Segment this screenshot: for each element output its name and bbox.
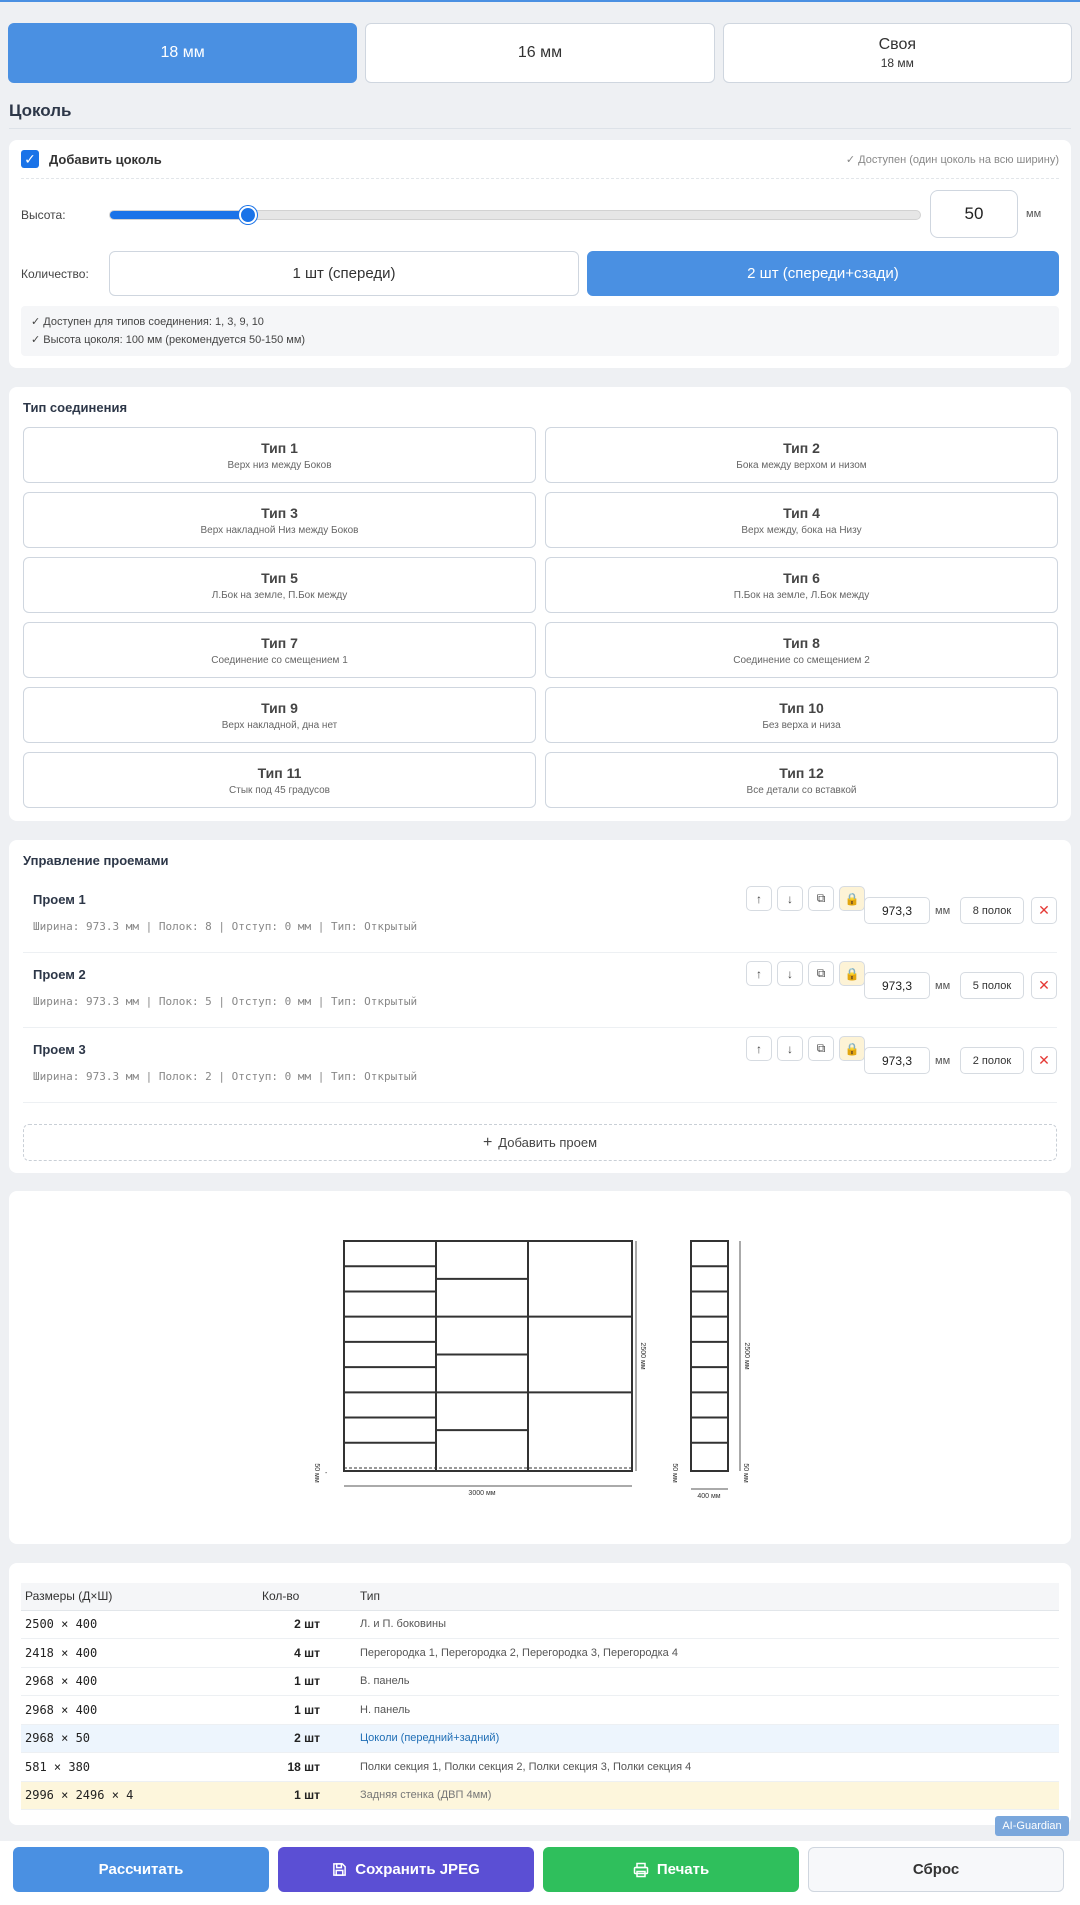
- parts-table: [21, 1583, 1059, 1810]
- table-row: [21, 1753, 1059, 1782]
- table-row: [21, 1781, 1059, 1810]
- plinth-section-title: Цоколь: [9, 101, 72, 120]
- move-up-button[interactable]: [746, 961, 772, 986]
- add-opening-button[interactable]: [23, 1124, 1057, 1161]
- part-qty: 1 шт: [258, 1667, 356, 1696]
- arrow-up-icon: ↑: [756, 966, 762, 981]
- lock-button[interactable]: [839, 961, 865, 986]
- parts-table-card: [9, 1563, 1071, 1825]
- connection-type-1-button[interactable]: [23, 427, 536, 483]
- table-row: [21, 1667, 1059, 1696]
- part-qty: 4 шт: [258, 1639, 356, 1668]
- opening-shelves-button[interactable]: 8 полок: [960, 897, 1024, 924]
- opening-width-unit: мм: [935, 980, 951, 992]
- opening-row: [23, 953, 1057, 1028]
- openings-title: Управление проемами: [23, 853, 169, 868]
- cabinet-drawing-card: [9, 1191, 1071, 1544]
- lock-button[interactable]: [839, 886, 865, 911]
- connection-type-desc: Соединение со смещением 1: [211, 654, 348, 666]
- small-mark: -: [325, 1470, 328, 1477]
- quantity-front-back-button[interactable]: [587, 251, 1059, 296]
- copy-icon: ⧉: [816, 1041, 826, 1055]
- part-qty: 1 шт: [258, 1696, 356, 1725]
- delete-opening-button[interactable]: [1031, 897, 1057, 924]
- connection-type-desc: Верх накладной Низ между Боков: [200, 524, 359, 536]
- save-icon: [332, 1862, 347, 1877]
- connection-type-title: Тип 1: [261, 439, 298, 456]
- plinth-availability-note: ✓ Доступен (один цоколь на всю ширину): [845, 154, 1059, 166]
- opening-width-unit: мм: [935, 1055, 951, 1067]
- thickness-option-16[interactable]: [365, 23, 714, 83]
- connection-type-title: Тип 2: [783, 439, 820, 456]
- front-shelves: [344, 1266, 632, 1443]
- opening-name: Проем 3: [33, 1042, 86, 1057]
- duplicate-button[interactable]: [808, 886, 834, 911]
- connection-type-desc: Верх между, бока на Низу: [741, 524, 862, 536]
- connection-type-title: Тип 9: [261, 699, 298, 716]
- height-unit: мм: [1026, 208, 1042, 220]
- calculate-label: Рассчитать: [98, 1861, 184, 1878]
- duplicate-button[interactable]: [808, 1036, 834, 1061]
- connection-type-title: Тип 10: [779, 699, 824, 716]
- ai-guardian-badge[interactable]: AI-Guardian: [995, 1816, 1069, 1836]
- copy-icon: ⧉: [816, 966, 826, 980]
- part-size: 2968 × 400: [21, 1696, 258, 1725]
- print-button[interactable]: [543, 1847, 799, 1892]
- plinth-info-line: ✓ Высота цоколя: 100 мм (рекомендуется 50-150 мм): [31, 334, 306, 346]
- connection-type-4-button[interactable]: [545, 492, 1058, 548]
- thickness-selector: [8, 23, 1072, 83]
- connection-type-desc: Л.Бок на земле, П.Бок между: [211, 589, 348, 601]
- quantity-label: Количество:: [21, 267, 89, 281]
- arrow-up-icon: ↑: [756, 1041, 762, 1056]
- thickness-option-custom[interactable]: [723, 23, 1072, 83]
- part-qty: 1 шт: [258, 1781, 356, 1810]
- move-up-button[interactable]: [746, 1036, 772, 1061]
- copy-icon: ⧉: [816, 891, 826, 905]
- connection-type-7-button[interactable]: [23, 622, 536, 678]
- quantity-option-label: 2 шт (спереди+сзади): [747, 265, 899, 282]
- connection-type-2-button[interactable]: [545, 427, 1058, 483]
- duplicate-button[interactable]: [808, 961, 834, 986]
- lock-button[interactable]: [839, 1036, 865, 1061]
- opening-meta: Ширина: 973.3 мм | Полок: 2 | Отступ: 0 мм | Тип: Открытый: [33, 1070, 418, 1083]
- side-width-dimension: 400 мм: [697, 1493, 721, 1500]
- part-qty: 18 шт: [258, 1753, 356, 1782]
- add-plinth-checkbox-row[interactable]: [21, 150, 162, 168]
- connection-type-desc: Без верха и низа: [762, 719, 841, 731]
- front-plinth-dimension: 50 мм: [313, 1463, 320, 1483]
- part-size: 2500 × 400: [21, 1610, 258, 1639]
- thickness-option-label: 16 мм: [517, 44, 563, 61]
- table-header-row: [21, 1583, 1059, 1610]
- connection-type-title: Тип 11: [257, 764, 302, 781]
- connection-type-desc: Стык под 45 градусов: [229, 784, 330, 796]
- side-plinth-dimension-left: 50 мм: [671, 1463, 678, 1483]
- move-down-button[interactable]: [777, 1036, 803, 1061]
- quantity-option-label: 1 шт (спереди): [292, 265, 396, 282]
- lock-icon: 🔒: [844, 966, 860, 981]
- add-plinth-label: Добавить цоколь: [49, 151, 162, 167]
- connection-type-title: Тип 6: [783, 569, 820, 586]
- opening-meta: Ширина: 973.3 мм | Полок: 5 | Отступ: 0 мм | Тип: Открытый: [33, 995, 418, 1008]
- arrow-up-icon: ↑: [756, 891, 762, 906]
- plinth-info-line: ✓ Доступен для типов соединения: 1, 3, 9, 10: [31, 316, 264, 328]
- thickness-option-label: 18 мм: [160, 44, 205, 61]
- part-type: Задняя стенка (ДВП 4мм): [356, 1781, 1059, 1810]
- height-slider-thumb[interactable]: [239, 206, 257, 224]
- connection-type-card: [9, 387, 1071, 821]
- table-row: [21, 1696, 1059, 1725]
- connection-type-title: Тип 7: [261, 634, 298, 651]
- opening-name: Проем 1: [33, 892, 86, 907]
- add-opening-label: Добавить проем: [498, 1135, 598, 1150]
- opening-name: Проем 2: [33, 967, 86, 982]
- part-size: 581 × 380: [21, 1753, 258, 1782]
- add-plinth-checkbox[interactable]: ✓: [21, 150, 39, 168]
- reset-button[interactable]: [808, 1847, 1064, 1892]
- table-row: [21, 1610, 1059, 1639]
- connection-type-3-button[interactable]: [23, 492, 536, 548]
- part-type: Цоколи (передний+задний): [356, 1724, 1059, 1753]
- table-row: [21, 1639, 1059, 1668]
- part-type: В. панель: [356, 1667, 1059, 1696]
- connection-type-title: Тип 3: [261, 504, 298, 521]
- height-slider[interactable]: [109, 210, 921, 220]
- plus-icon: +: [482, 1133, 493, 1151]
- delete-opening-button[interactable]: [1031, 1047, 1057, 1074]
- opening-width-input[interactable]: 973,3: [864, 1047, 930, 1074]
- part-size: 2996 × 2496 × 4: [21, 1781, 258, 1810]
- lock-icon: 🔒: [844, 1041, 860, 1056]
- connection-type-title: Тип 4: [783, 504, 820, 521]
- connection-type-desc: Бока между верхом и низом: [736, 459, 867, 471]
- part-qty: 2 шт: [258, 1724, 356, 1753]
- thickness-option-label: Своя: [878, 36, 917, 53]
- part-size: 2418 × 400: [21, 1639, 258, 1668]
- thickness-option-sub: 18 мм: [880, 56, 914, 70]
- connection-type-title: Тип 5: [261, 569, 298, 586]
- arrow-down-icon: ↓: [787, 966, 793, 981]
- divider: [21, 178, 1059, 179]
- part-type: Л. и П. боковины: [356, 1610, 1059, 1639]
- connection-type-desc: Верх низ между Боков: [227, 459, 332, 471]
- table-row: [21, 1724, 1059, 1753]
- opening-width-input[interactable]: 973,3: [864, 972, 930, 999]
- bottom-action-bar: [0, 1841, 1080, 1905]
- connection-type-desc: Соединение со смещением 2: [733, 654, 870, 666]
- section-divider: [9, 128, 1071, 129]
- connection-type-title: Тип 8: [783, 634, 820, 651]
- part-type: Н. панель: [356, 1696, 1059, 1725]
- opening-shelves-button[interactable]: 5 полок: [960, 972, 1024, 999]
- part-size: 2968 × 50: [21, 1724, 258, 1753]
- side-shelves: [691, 1266, 728, 1443]
- opening-meta: Ширина: 973.3 мм | Полок: 8 | Отступ: 0 мм | Тип: Открытый: [33, 920, 418, 933]
- connection-type-10-button[interactable]: [545, 687, 1058, 743]
- part-qty: 2 шт: [258, 1610, 356, 1639]
- column-header-qty: Кол-во: [258, 1583, 356, 1610]
- print-label: Печать: [656, 1861, 710, 1878]
- connection-type-12-button[interactable]: [545, 752, 1058, 808]
- close-icon: ✕: [1038, 902, 1050, 918]
- move-up-button[interactable]: [746, 886, 772, 911]
- arrow-down-icon: ↓: [787, 891, 793, 906]
- front-outline: [344, 1241, 632, 1471]
- side-height-dimension: 2500 мм: [743, 1342, 750, 1370]
- column-header-type: Тип: [356, 1583, 1059, 1610]
- quantity-front-button[interactable]: [109, 251, 579, 296]
- connection-type-desc: Все детали со вставкой: [746, 784, 857, 796]
- close-icon: ✕: [1038, 1052, 1050, 1068]
- front-width-dimension: 3000 мм: [468, 1490, 496, 1497]
- move-down-button[interactable]: [777, 886, 803, 911]
- part-type: Перегородка 1, Перегородка 2, Перегородка 3, Перегородка 4: [356, 1639, 1059, 1668]
- connection-type-11-button[interactable]: [23, 752, 536, 808]
- part-size: 2968 × 400: [21, 1667, 258, 1696]
- side-outline: [691, 1241, 728, 1471]
- height-label: Высота:: [21, 208, 66, 222]
- side-view: [691, 1241, 728, 1471]
- reset-label: Сброс: [912, 1861, 960, 1878]
- front-view: [344, 1241, 632, 1471]
- connection-type-title: Тип 12: [779, 764, 824, 781]
- side-plinth-dimension-right: 50 мм: [742, 1463, 749, 1483]
- top-accent-line: [0, 0, 1080, 2]
- height-input[interactable]: 50: [930, 190, 1018, 238]
- connection-type-desc: Верх накладной, дна нет: [221, 719, 338, 731]
- connection-type-desc: П.Бок на земле, Л.Бок между: [733, 589, 870, 601]
- openings-card: [9, 840, 1071, 1173]
- printer-icon: [633, 1862, 649, 1878]
- move-down-button[interactable]: [777, 961, 803, 986]
- opening-width-input[interactable]: 973,3: [864, 897, 930, 924]
- save-jpeg-button[interactable]: [278, 1847, 534, 1892]
- cabinet-drawing: [9, 1191, 1071, 1544]
- connection-type-8-button[interactable]: [545, 622, 1058, 678]
- height-slider-fill: [110, 211, 248, 219]
- connection-type-6-button[interactable]: [545, 557, 1058, 613]
- calculate-button[interactable]: [13, 1847, 269, 1892]
- save-jpeg-label: Сохранить JPEG: [355, 1861, 480, 1878]
- opening-width-unit: мм: [935, 905, 951, 917]
- opening-shelves-button[interactable]: 2 полок: [960, 1047, 1024, 1074]
- connection-type-5-button[interactable]: [23, 557, 536, 613]
- delete-opening-button[interactable]: [1031, 972, 1057, 999]
- plinth-card: [9, 140, 1071, 368]
- lock-icon: 🔒: [844, 891, 860, 906]
- part-type: Полки секция 1, Полки секция 2, Полки секция 3, Полки секция 4: [356, 1753, 1059, 1782]
- connection-type-title: Тип соединения: [23, 400, 128, 415]
- front-height-dimension: 2500 мм: [639, 1342, 646, 1370]
- column-header-size: Размеры (Д×Ш): [21, 1583, 258, 1610]
- opening-row: [23, 1028, 1057, 1103]
- arrow-down-icon: ↓: [787, 1041, 793, 1056]
- thickness-option-18[interactable]: [8, 23, 357, 83]
- close-icon: ✕: [1038, 977, 1050, 993]
- opening-row: [23, 878, 1057, 953]
- plinth-info-box: [21, 306, 1059, 356]
- connection-type-9-button[interactable]: [23, 687, 536, 743]
